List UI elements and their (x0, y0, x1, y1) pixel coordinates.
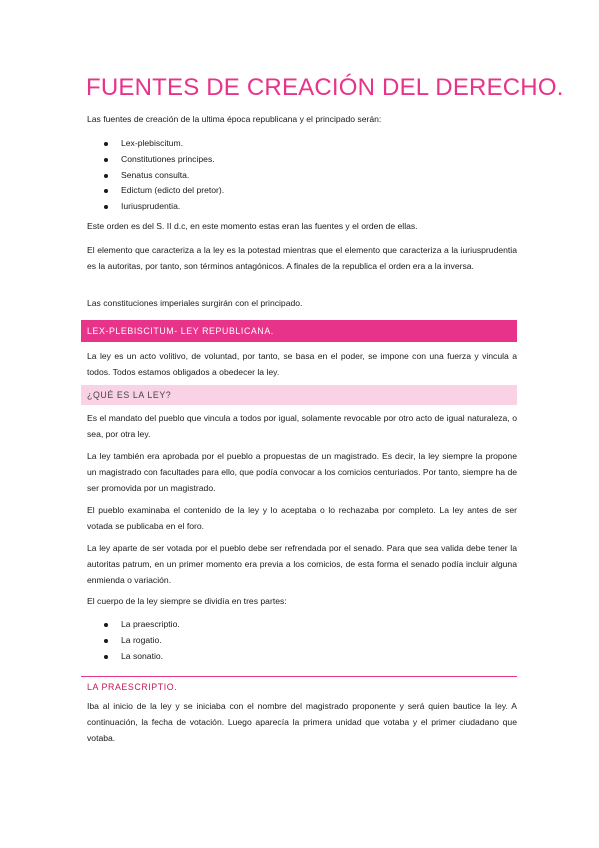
list-item: Lex-plebiscitum. (87, 136, 224, 152)
subsection-heading: ¿QUÉ ES LA LEY? (81, 385, 517, 405)
law-volitive-paragraph: La ley es un acto volitivo, de voluntad, por tanto, se basa en el poder, se impone con una fuerza y vincula a todos. Todos estamos obligados a obedecer la ley. (87, 351, 517, 377)
sources-list (87, 136, 224, 215)
body-paragraph: El cuerpo de la ley siempre se dividía en tres partes: (87, 596, 287, 606)
list-item: La rogatio. (87, 633, 180, 649)
mandate-paragraph: Es el mandato del pueblo que vincula a todos por igual, solamente revocable por otro acto de igual naturaleza, o sea, por otra ley. (87, 413, 517, 439)
list-item: La praescriptio. (87, 617, 180, 633)
list-item: La sonatio. (87, 649, 180, 665)
parts-list (87, 617, 180, 664)
page-title: FUENTES DE CREACIÓN DEL DERECHO. (86, 74, 564, 101)
praescriptio-paragraph: Iba al inicio de la ley y se iniciaba con el nombre del magistrado proponente y será quien bautice la ley. A continuación, la fecha de votación. Luego aparecía la primera unidad que votaba y el primer ciudadano que votaba. (87, 701, 517, 743)
constitutions-paragraph: Las constituciones imperiales surgirán con el principado. (87, 298, 303, 308)
order-paragraph: Este orden es del S. II d.c, en este momento estas eran las fuentes y el orden de ellas. (87, 221, 418, 231)
praescriptio-heading: LA PRAESCRIPTIO. (87, 682, 178, 692)
list-item: Iuriusprudentia. (87, 199, 224, 215)
examined-paragraph: El pueblo examinaba el contenido de la ley y lo aceptaba o lo rechazaba por completo. La ley antes de ser votada se publicaba en el foro. (87, 505, 517, 531)
element-paragraph: El elemento que caracteriza a la ley es la potestad mientras que el elemento que caracteriza a la iuriusprudentia es la autoritas, por tanto, son términos antagónicos. A finales de la republica el orden era a la inversa. (87, 245, 517, 271)
intro-paragraph: Las fuentes de creación de la ultima época republicana y el principado serán: (87, 114, 382, 124)
list-item: Senatus consulta. (87, 168, 224, 184)
section-heading: LEX-PLEBISCITUM- LEY REPUBLICANA. (81, 320, 517, 342)
approved-paragraph: La ley también era aprobada por el pueblo a propuestas de un magistrado. Es decir, la ley siempre la propone un magistrado con facultades para ello, que podía convocar a los comicios centuriados. Por tanto, siempre ha de ser promovida por un magistrado. (87, 451, 517, 493)
list-item: Constitutiones principes. (87, 152, 224, 168)
ratified-paragraph: La ley aparte de ser votada por el pueblo debe ser refrendada por el senado. Para que sea valida debe tener la autoritas patrum, en un primer momento era previa a los comicios, de esta forma el senado podía incluir alguna enmienda o variación. (87, 543, 517, 585)
list-item: Edictum (edicto del pretor). (87, 183, 224, 199)
section-divider (81, 676, 517, 677)
